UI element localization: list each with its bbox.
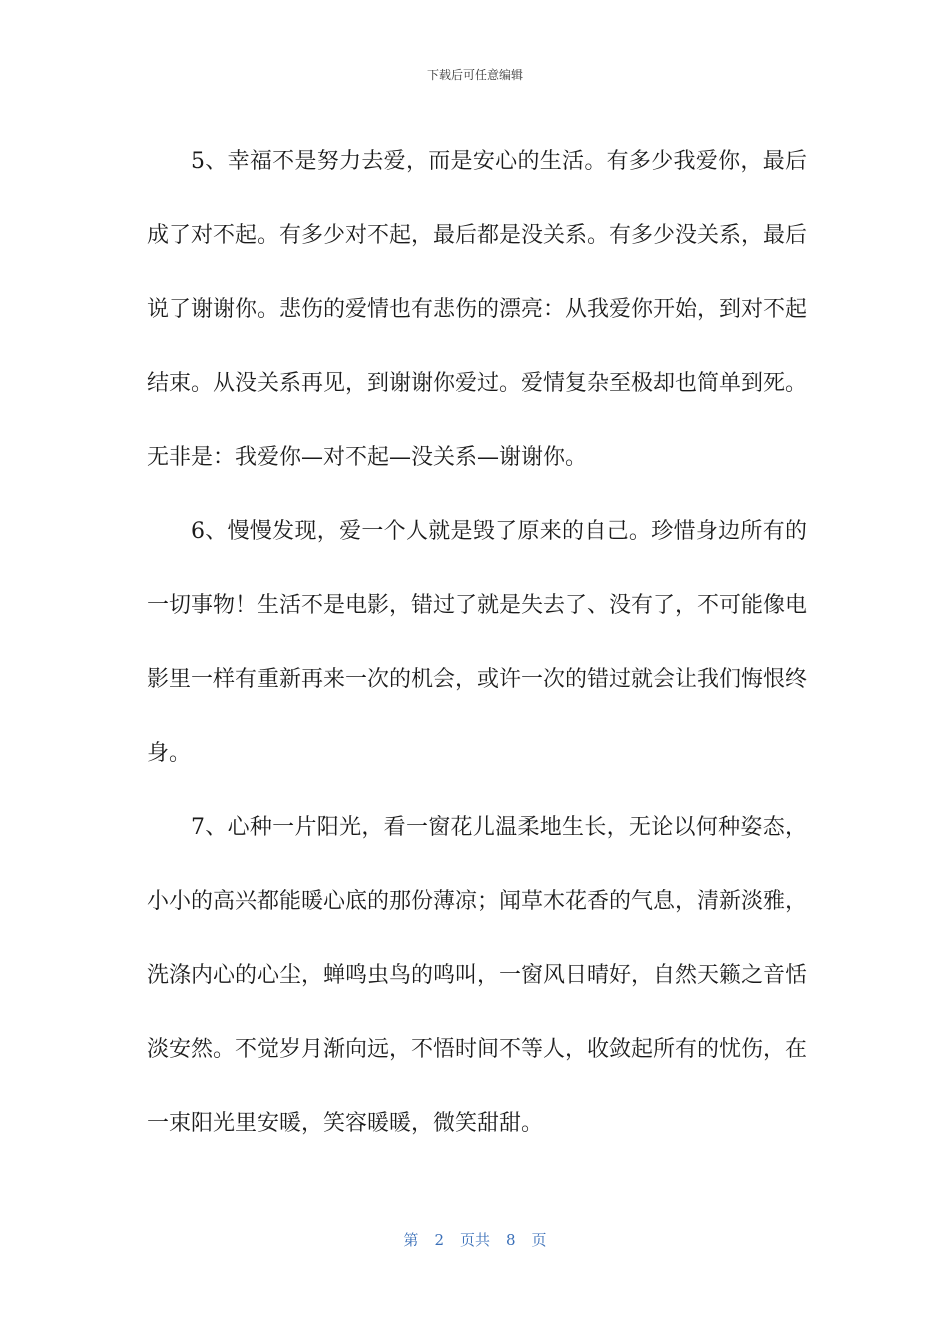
- page-header: [0, 66, 950, 83]
- footer-prefix: 第: [403, 1231, 419, 1249]
- page-footer: [0, 1229, 950, 1250]
- footer-page-number: 2: [434, 1231, 444, 1249]
- paragraph-5: 5、幸福不是努力去爱，而是安心的生活。有多少我爱你，最后成了对不起。有多少对不起，最后都是没关系。有多少没关系，最后说了谢谢你。悲伤的爱情也有悲伤的漂亮：从我爱你开始，到对不起结束。从没关系再见，到谢谢你爱过。爱情复杂至极却也简单到死。无非是：我爱你—对不起—没关系—谢谢你。: [147, 149, 808, 470]
- paragraph-6: 6、慢慢发现，爱一个人就是毁了原来的自己。珍惜身边所有的一切事物！生活不是电影，错过了就是失去了、没有了，不可能像电影里一样有重新再来一次的机会，或许一次的错过就会让我们悔恨终身。: [147, 519, 808, 766]
- header-text: 下载后可任意编辑: [426, 68, 523, 82]
- document-body: [147, 125, 807, 1161]
- paragraph-7: 7、心种一片阳光，看一窗花儿温柔地生长，无论以何种姿态，小小的高兴都能暖心底的那份薄凉；闻草木花香的气息，清新淡雅，洗涤内心的心尘，蝉鸣虫鸟的鸣叫，一窗风日晴好，自然天籁之音恬淡安然。不觉岁月渐向远，不悟时间不等人，收敛起所有的忧伤，在一束阳光里安暖，笑容暖暖，微笑甜甜。: [147, 815, 808, 1136]
- footer-suffix: 页: [531, 1231, 547, 1249]
- footer-total-pages: 8: [506, 1231, 516, 1249]
- footer-middle: 页共: [459, 1231, 490, 1249]
